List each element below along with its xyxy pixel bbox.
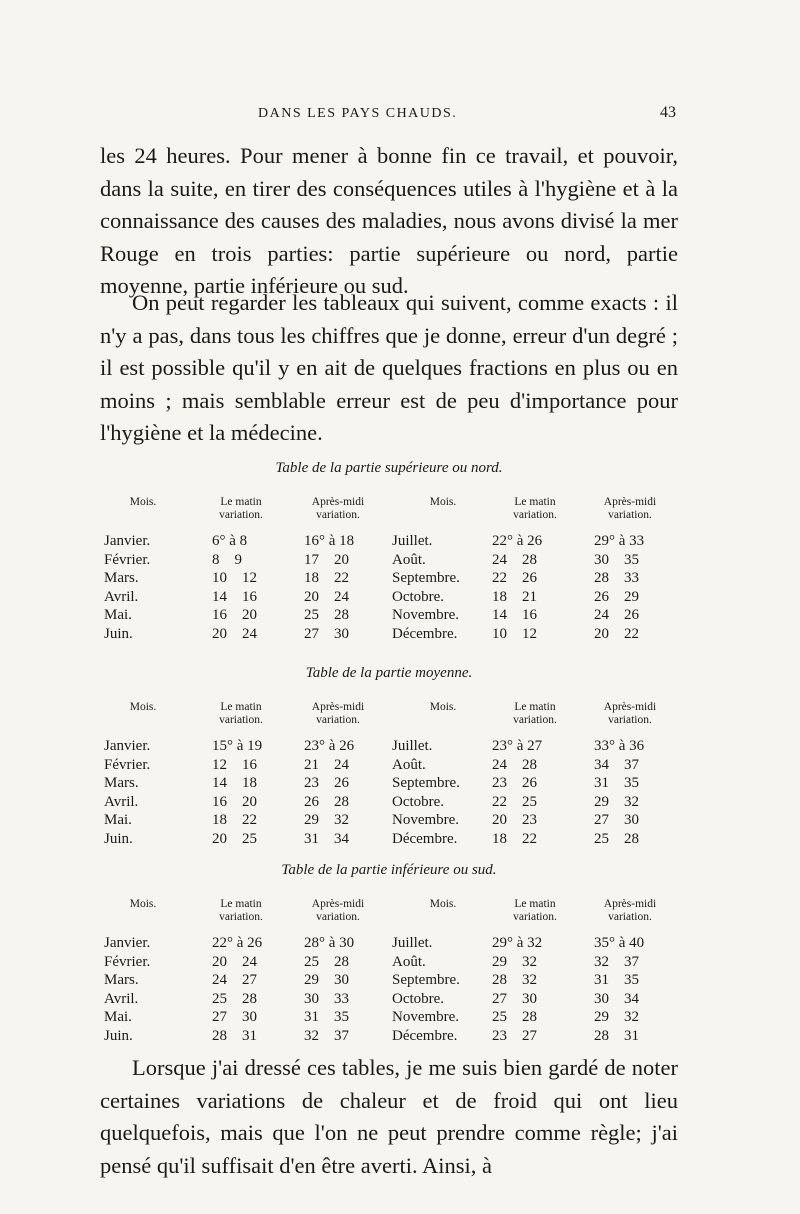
afternoon-cell: 31 35 — [594, 775, 639, 792]
month-cell: Mars. — [104, 775, 139, 792]
column-header-matin: Le matin variation. — [513, 496, 557, 521]
column-header-mois: Mois. — [129, 701, 157, 713]
morning-cell: 22 25 — [492, 793, 537, 810]
month-cell: Juillet. — [392, 738, 433, 754]
morning-cell: 20 25 — [212, 831, 257, 847]
afternoon-cell: 18 22 — [304, 570, 349, 587]
afternoon-cell: 31 34 — [304, 831, 349, 847]
table-row — [0, 570, 800, 588]
table-caption: Table de la partie inférieure ou sud. — [281, 862, 497, 878]
table-caption: Table de la partie supérieure ou nord. — [275, 460, 503, 476]
month-cell: Novembre. — [392, 812, 460, 829]
morning-cell: 27 30 — [212, 1009, 257, 1026]
morning-cell: 24 27 — [212, 972, 257, 989]
month-cell: Août. — [392, 953, 426, 970]
month-cell: Novembre. — [392, 607, 460, 624]
afternoon-cell: 27 30 — [594, 812, 639, 829]
running-head: DANS LES PAYS CHAUDS. — [258, 106, 458, 121]
month-cell: Juin. — [104, 831, 133, 847]
month-cell: Mai. — [104, 812, 132, 829]
month-cell: Août. — [392, 756, 426, 773]
morning-cell: 18 21 — [492, 588, 537, 605]
column-header-mois: Mois. — [129, 898, 157, 910]
afternoon-cell: 30 33 — [304, 990, 349, 1007]
column-header-matin: Le matin variation. — [219, 701, 263, 726]
afternoon-cell: 32 37 — [304, 1028, 349, 1044]
table-row — [0, 794, 800, 812]
afternoon-cell: 33° à 36 — [594, 738, 645, 754]
afternoon-cell: 20 22 — [594, 626, 639, 642]
afternoon-cell: 32 37 — [594, 953, 639, 970]
month-cell: Avril. — [104, 793, 139, 810]
column-header-mois: Mois. — [429, 898, 457, 910]
month-cell: Avril. — [104, 588, 139, 605]
column-header-mois: Mois. — [429, 701, 457, 713]
afternoon-cell: 35° à 40 — [594, 935, 645, 951]
afternoon-cell: 26 29 — [594, 588, 639, 605]
month-cell: Mai. — [104, 1009, 132, 1026]
month-cell: Janvier. — [104, 738, 151, 754]
afternoon-cell: 17 20 — [304, 551, 349, 568]
afternoon-cell: 28° à 30 — [304, 935, 355, 951]
table-row — [0, 589, 800, 607]
morning-cell: 16 20 — [212, 607, 257, 624]
morning-cell: 24 28 — [492, 756, 537, 773]
afternoon-cell: 28 33 — [594, 570, 639, 587]
table-row — [0, 552, 800, 570]
month-cell: Décembre. — [392, 1028, 458, 1044]
afternoon-cell: 34 37 — [594, 756, 639, 773]
table-row — [0, 1009, 800, 1027]
month-cell: Septembre. — [392, 570, 460, 587]
month-cell: Septembre. — [392, 972, 460, 989]
afternoon-cell: 29 32 — [594, 1009, 639, 1026]
month-cell: Mars. — [104, 570, 139, 587]
afternoon-cell: 25 28 — [304, 953, 349, 970]
table-row — [0, 935, 800, 953]
morning-cell: 28 31 — [212, 1028, 257, 1044]
morning-cell: 14 18 — [212, 775, 257, 792]
morning-cell: 29 32 — [492, 953, 537, 970]
month-cell: Avril. — [104, 990, 139, 1007]
afternoon-cell: 30 35 — [594, 551, 639, 568]
table-row — [0, 954, 800, 972]
table-row — [0, 972, 800, 990]
month-cell: Octobre. — [392, 793, 445, 810]
afternoon-cell: 23° à 26 — [304, 738, 355, 754]
morning-cell: 18 22 — [212, 812, 257, 829]
afternoon-cell: 25 28 — [304, 607, 349, 624]
month-cell: Janvier. — [104, 935, 151, 951]
table-row — [0, 533, 800, 551]
month-cell: Octobre. — [392, 588, 445, 605]
morning-cell: 27 30 — [492, 990, 537, 1007]
morning-cell: 15° à 19 — [212, 738, 263, 754]
afternoon-cell: 25 28 — [594, 831, 639, 847]
morning-cell: 20 24 — [212, 626, 257, 642]
morning-cell: 22 26 — [492, 570, 537, 587]
month-cell: Février. — [104, 756, 151, 773]
afternoon-cell: 28 31 — [594, 1028, 639, 1044]
column-header-apres: Après-midi variation. — [311, 701, 365, 726]
month-cell: Juillet. — [392, 935, 433, 951]
morning-cell: 25 28 — [492, 1009, 537, 1026]
morning-cell: 6° à 8 — [212, 533, 248, 549]
column-header-matin: Le matin variation. — [219, 496, 263, 521]
table-row — [0, 991, 800, 1009]
column-header-mois: Mois. — [429, 496, 457, 508]
afternoon-cell: 31 35 — [594, 972, 639, 989]
afternoon-cell: 29 32 — [594, 793, 639, 810]
afternoon-cell: 16° à 18 — [304, 533, 355, 549]
month-cell: Juin. — [104, 1028, 133, 1044]
month-cell: Février. — [104, 953, 151, 970]
table-row — [0, 831, 800, 849]
column-header-apres: Après-midi variation. — [603, 898, 657, 923]
column-header-apres: Après-midi variation. — [603, 701, 657, 726]
month-cell: Août. — [392, 551, 426, 568]
month-cell: Septembre. — [392, 775, 460, 792]
afternoon-cell: 26 28 — [304, 793, 349, 810]
morning-cell: 20 24 — [212, 953, 257, 970]
month-cell: Mars. — [104, 972, 139, 989]
afternoon-cell: 29 32 — [304, 812, 349, 829]
table-row — [0, 775, 800, 793]
morning-cell: 12 16 — [212, 756, 257, 773]
table-row — [0, 626, 800, 644]
paragraph-1: les 24 heures. Pour mener à bonne fin ce travail, et pouvoir, dans la suite, en tirer des conséquences utiles à l'hygiène et à la connaissance des causes des maladies, nous avons divisé la mer Rouge en trois parties: partie supérieure ou nord, partie moyenne, partie inférieure ou sud. — [100, 143, 678, 298]
column-header-apres: Après-midi variation. — [311, 496, 365, 521]
afternoon-cell: 27 30 — [304, 626, 349, 642]
morning-cell: 22° à 26 — [492, 533, 543, 549]
morning-cell: 28 32 — [492, 972, 537, 989]
morning-cell: 14 16 — [492, 607, 537, 624]
morning-cell: 23 26 — [492, 775, 537, 792]
afternoon-cell: 21 24 — [304, 756, 349, 773]
table-row — [0, 757, 800, 775]
morning-cell: 29° à 32 — [492, 935, 543, 951]
month-cell: Décembre. — [392, 831, 458, 847]
morning-cell: 10 12 — [492, 626, 537, 642]
column-header-mois: Mois. — [129, 496, 157, 508]
page-number: 43 — [660, 104, 676, 121]
morning-cell: 23° à 27 — [492, 738, 543, 754]
afternoon-cell: 29 30 — [304, 972, 349, 989]
morning-cell: 22° à 26 — [212, 935, 263, 951]
morning-cell: 10 12 — [212, 570, 257, 587]
column-header-apres: Après-midi variation. — [603, 496, 657, 521]
column-header-matin: Le matin variation. — [513, 898, 557, 923]
afternoon-cell: 30 34 — [594, 990, 639, 1007]
month-cell: Juillet. — [392, 533, 433, 549]
paragraph-2: On peut regarder les tableaux qui suivent, comme exacts : il n'y a pas, dans tous les chiffres que je donne, erreur d'un degré ; il est possible qu'il y en ait de quelques fractions en plus ou en moins ; mais semblable erreur est de peu d'importance pour l'hygiène et la médecine. — [100, 290, 678, 445]
morning-cell: 20 23 — [492, 812, 537, 829]
afternoon-cell: 24 26 — [594, 607, 639, 624]
table-row — [0, 812, 800, 830]
morning-cell: 18 22 — [492, 831, 537, 847]
morning-cell: 14 16 — [212, 588, 257, 605]
table-row — [0, 607, 800, 625]
month-cell: Octobre. — [392, 990, 445, 1007]
month-cell: Janvier. — [104, 533, 151, 549]
afternoon-cell: 23 26 — [304, 775, 349, 792]
month-cell: Mai. — [104, 607, 132, 624]
morning-cell: 23 27 — [492, 1028, 537, 1044]
column-header-matin: Le matin variation. — [219, 898, 263, 923]
morning-cell: 16 20 — [212, 793, 257, 810]
morning-cell: 24 28 — [492, 551, 537, 568]
table-row — [0, 738, 800, 756]
month-cell: Décembre. — [392, 626, 458, 642]
paragraph-3: Lorsque j'ai dressé ces tables, je me suis bien gardé de noter certaines variations de chaleur et de froid qui ont lieu quelquefois, mais que l'on ne peut prendre comme règle; j'ai pensé qu'il suffisait d'en être averti. Ainsi, à — [100, 1055, 678, 1178]
month-cell: Juin. — [104, 626, 133, 642]
afternoon-cell: 31 35 — [304, 1009, 349, 1026]
morning-cell: 25 28 — [212, 990, 257, 1007]
column-header-matin: Le matin variation. — [513, 701, 557, 726]
table-caption: Table de la partie moyenne. — [305, 665, 473, 681]
column-header-apres: Après-midi variation. — [311, 898, 365, 923]
afternoon-cell: 20 24 — [304, 588, 349, 605]
afternoon-cell: 29° à 33 — [594, 533, 645, 549]
month-cell: Novembre. — [392, 1009, 460, 1026]
month-cell: Février. — [104, 551, 151, 568]
table-row — [0, 1028, 800, 1046]
morning-cell: 8 9 — [212, 551, 242, 568]
